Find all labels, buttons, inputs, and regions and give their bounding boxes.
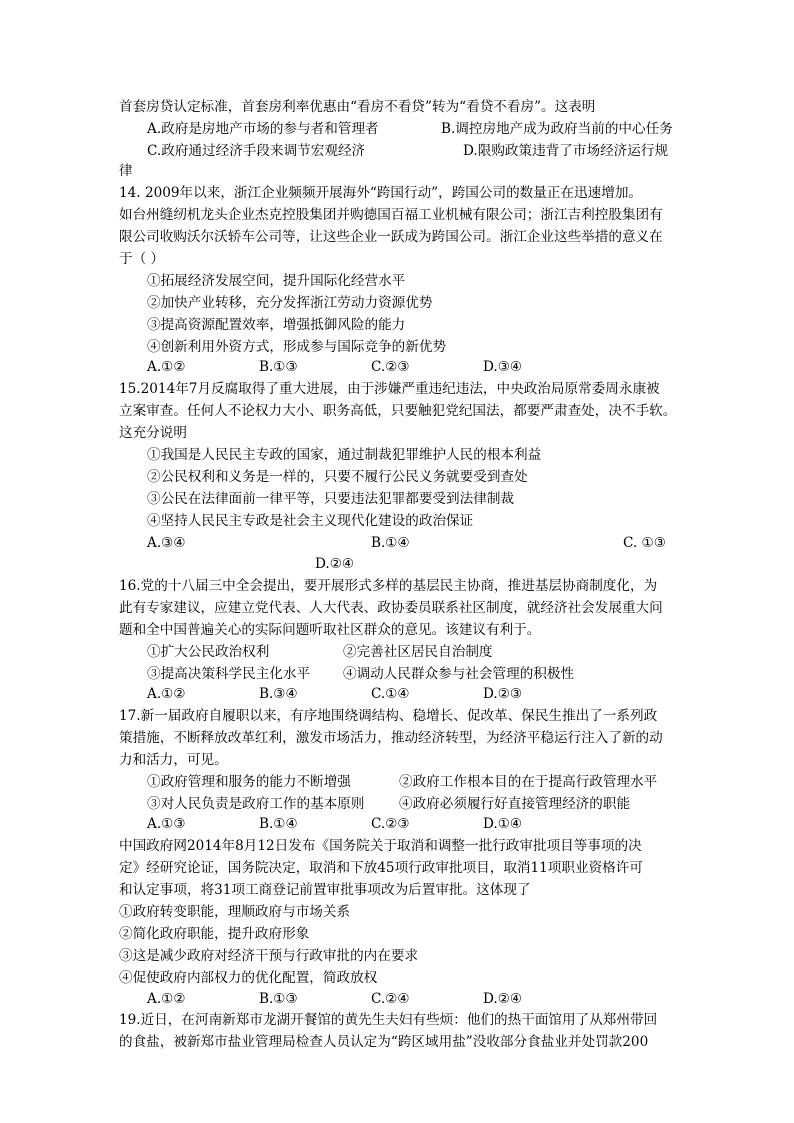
q14-statement-1: ①拓展经济发展空间，提升国际化经营水平 bbox=[147, 273, 406, 289]
q17-statement-4: ④政府必须履行好直接管理经济的职能 bbox=[399, 796, 631, 812]
q17-option-b: B.①④ bbox=[259, 816, 298, 832]
q14-option-a: A.①② bbox=[147, 359, 186, 375]
q16-stem-line-3: 题和全中国普遍关心的实际问题听取社区群众的意见。该建议有利于。 bbox=[119, 622, 541, 638]
q14-stem-line-2: 如台州缝纫机龙头企业杰克控股集团并购德国百福工业机械有限公司；浙江吉利控股集团有 bbox=[119, 207, 663, 223]
q15-stem-line-1: 15.2014年7月反腐取得了重大进展，由于涉嫌严重违纪违法，中央政治局原常委周永康被 bbox=[119, 381, 660, 397]
q17-stem-line-2: 策措施，不断释放改革红利，激发市场活力，推动经济转型，为经济平稳运行注入了新的动 bbox=[119, 730, 663, 746]
q13-option-b: B.调控房地产成为政府当前的中心任务 bbox=[441, 121, 673, 137]
q15-statement-4: ④坚持人民民主专政是社会主义现代化建设的政治保证 bbox=[147, 513, 474, 529]
q14-statement-2: ②加快产业转移，充分发挥浙江劳动力资源优势 bbox=[147, 295, 433, 311]
q17-option-d: D.①④ bbox=[483, 816, 523, 832]
q18-option-a: A.①② bbox=[147, 991, 186, 1007]
q15-option-b: B.①④ bbox=[371, 535, 410, 551]
q16-option-c: C.①④ bbox=[371, 686, 410, 702]
q17-statement-3: ③对人民负责是政府工作的基本原则 bbox=[147, 796, 365, 812]
q19-stem-line-2: 的食盐，被新郑市盐业管理局检查人员认定为“跨区域用盐”没收部分食盐业并处罚款200 bbox=[119, 1034, 649, 1050]
q15-statement-2: ②公民权利和义务是一样的，只要不履行公民义务就要受到查处 bbox=[147, 469, 528, 485]
q18-statement-3: ③这是减少政府对经济干预与行政审批的内在要求 bbox=[119, 948, 419, 964]
q14-stem-line-1: 14. 2009年以来，浙江企业频频开展海外“跨国行动”，跨国公司的数量正在迅速增加。 bbox=[119, 185, 643, 201]
q17-stem-line-3: 力和活力，可见。 bbox=[119, 752, 228, 768]
q18-stem-line-3: 和认定事项，将31项工商登记前置审批事项改为后置审批。这体现了 bbox=[119, 882, 531, 898]
q16-stem-line-2: 此有专家建议，应建立党代表、人大代表、政协委员联系社区制度，就经济社会发展重大问 bbox=[119, 600, 663, 616]
q13-option-d-wrap: 律 bbox=[119, 163, 133, 179]
q18-statement-2: ②简化政府职能，提升政府形象 bbox=[119, 926, 310, 942]
q18-statement-4: ④促使政府内部权力的优化配置，简政放权 bbox=[119, 970, 378, 986]
q15-option-d: D.②④ bbox=[315, 556, 355, 572]
q14-option-c: C.②③ bbox=[371, 359, 410, 375]
q16-stem-line-1: 16.党的十八届三中全会提出，要开展形式多样的基层民主协商，推进基层协商制度化，为 bbox=[119, 578, 658, 594]
q18-option-b: B.①③ bbox=[259, 991, 298, 1007]
q16-statement-3: ③提高决策科学民主化水平 bbox=[147, 666, 311, 682]
q16-statement-2: ②完善社区居民自治制度 bbox=[343, 644, 493, 660]
q14-stem-line-4: 于（ ） bbox=[119, 251, 165, 267]
q18-option-d: D.②④ bbox=[483, 991, 523, 1007]
q17-stem-line-1: 17.新一届政府自履职以来，有序地围绕调结构、稳增长、促改革、保民生推出了一系列政 bbox=[119, 708, 658, 724]
q15-option-c: C. ①③ bbox=[623, 535, 666, 551]
q13-option-d: D.限购政策违背了市场经济运行规 bbox=[463, 143, 669, 159]
q18-stem-line-2: 定》经研究论证，国务院决定，取消和下放45项行政审批项目，取消11项职业资格许可 bbox=[119, 860, 643, 876]
q13-option-c: C.政府通过经济手段来调节宏观经济 bbox=[147, 143, 366, 159]
q16-option-d: D.②③ bbox=[483, 686, 523, 702]
q17-option-a: A.①③ bbox=[147, 816, 186, 832]
q15-stem-line-2: 立案审查。任何人不论权力大小、职务高低，只要触犯党纪国法，都要严肃查处，决不手软。 bbox=[119, 403, 677, 419]
q13-stem-end: 首套房贷认定标准，首套房利率优惠由“看房不看贷”转为“看贷不看房”。这表明 bbox=[119, 99, 596, 115]
q15-statement-3: ③公民在法律面前一律平等，只要违法犯罪都要受到法律制裁 bbox=[147, 491, 515, 507]
q16-statement-4: ④调动人民群众参与社会管理的积极性 bbox=[343, 666, 575, 682]
q17-statement-2: ②政府工作根本目的在于提高行政管理水平 bbox=[399, 774, 658, 790]
q14-statement-4: ④创新利用外资方式，形成参与国际竞争的新优势 bbox=[147, 339, 447, 355]
q16-statement-1: ①扩大公民政治权利 bbox=[147, 644, 270, 660]
q18-stem-line-1: 中国政府网2014年8月12日发布《国务院关于取消和调整一批行政审批项目等事项的决 bbox=[119, 838, 642, 854]
q18-option-c: C.②④ bbox=[371, 991, 410, 1007]
q17-option-c: C.②③ bbox=[371, 816, 410, 832]
q17-statement-1: ①政府管理和服务的能力不断增强 bbox=[147, 774, 351, 790]
q18-statement-1: ①政府转变职能，理顺政府与市场关系 bbox=[119, 904, 351, 920]
q16-option-b: B.③④ bbox=[259, 686, 298, 702]
q19-stem-line-1: 19.近日，在河南新郑市龙湖开餐馆的黄先生夫妇有些烦：他们的热干面馆用了从郑州带回 bbox=[119, 1012, 658, 1028]
q15-statement-1: ①我国是人民民主专政的国家，通过制裁犯罪维护人民的根本利益 bbox=[147, 447, 542, 463]
q14-statement-3: ③提高资源配置效率，增强抵御风险的能力 bbox=[147, 317, 406, 333]
q15-option-a: A.③④ bbox=[147, 535, 186, 551]
q14-stem-line-3: 限公司收购沃尔沃轿车公司等，让这些企业一跃成为跨国公司。浙江企业这些举措的意义在 bbox=[119, 229, 663, 245]
q15-stem-line-3: 这充分说明 bbox=[119, 425, 187, 441]
q16-option-a: A.①② bbox=[147, 686, 186, 702]
q14-option-d: D.③④ bbox=[483, 359, 523, 375]
q13-option-a: A.政府是房地产市场的参与者和管理者 bbox=[147, 121, 379, 137]
q14-option-b: B.①③ bbox=[259, 359, 298, 375]
